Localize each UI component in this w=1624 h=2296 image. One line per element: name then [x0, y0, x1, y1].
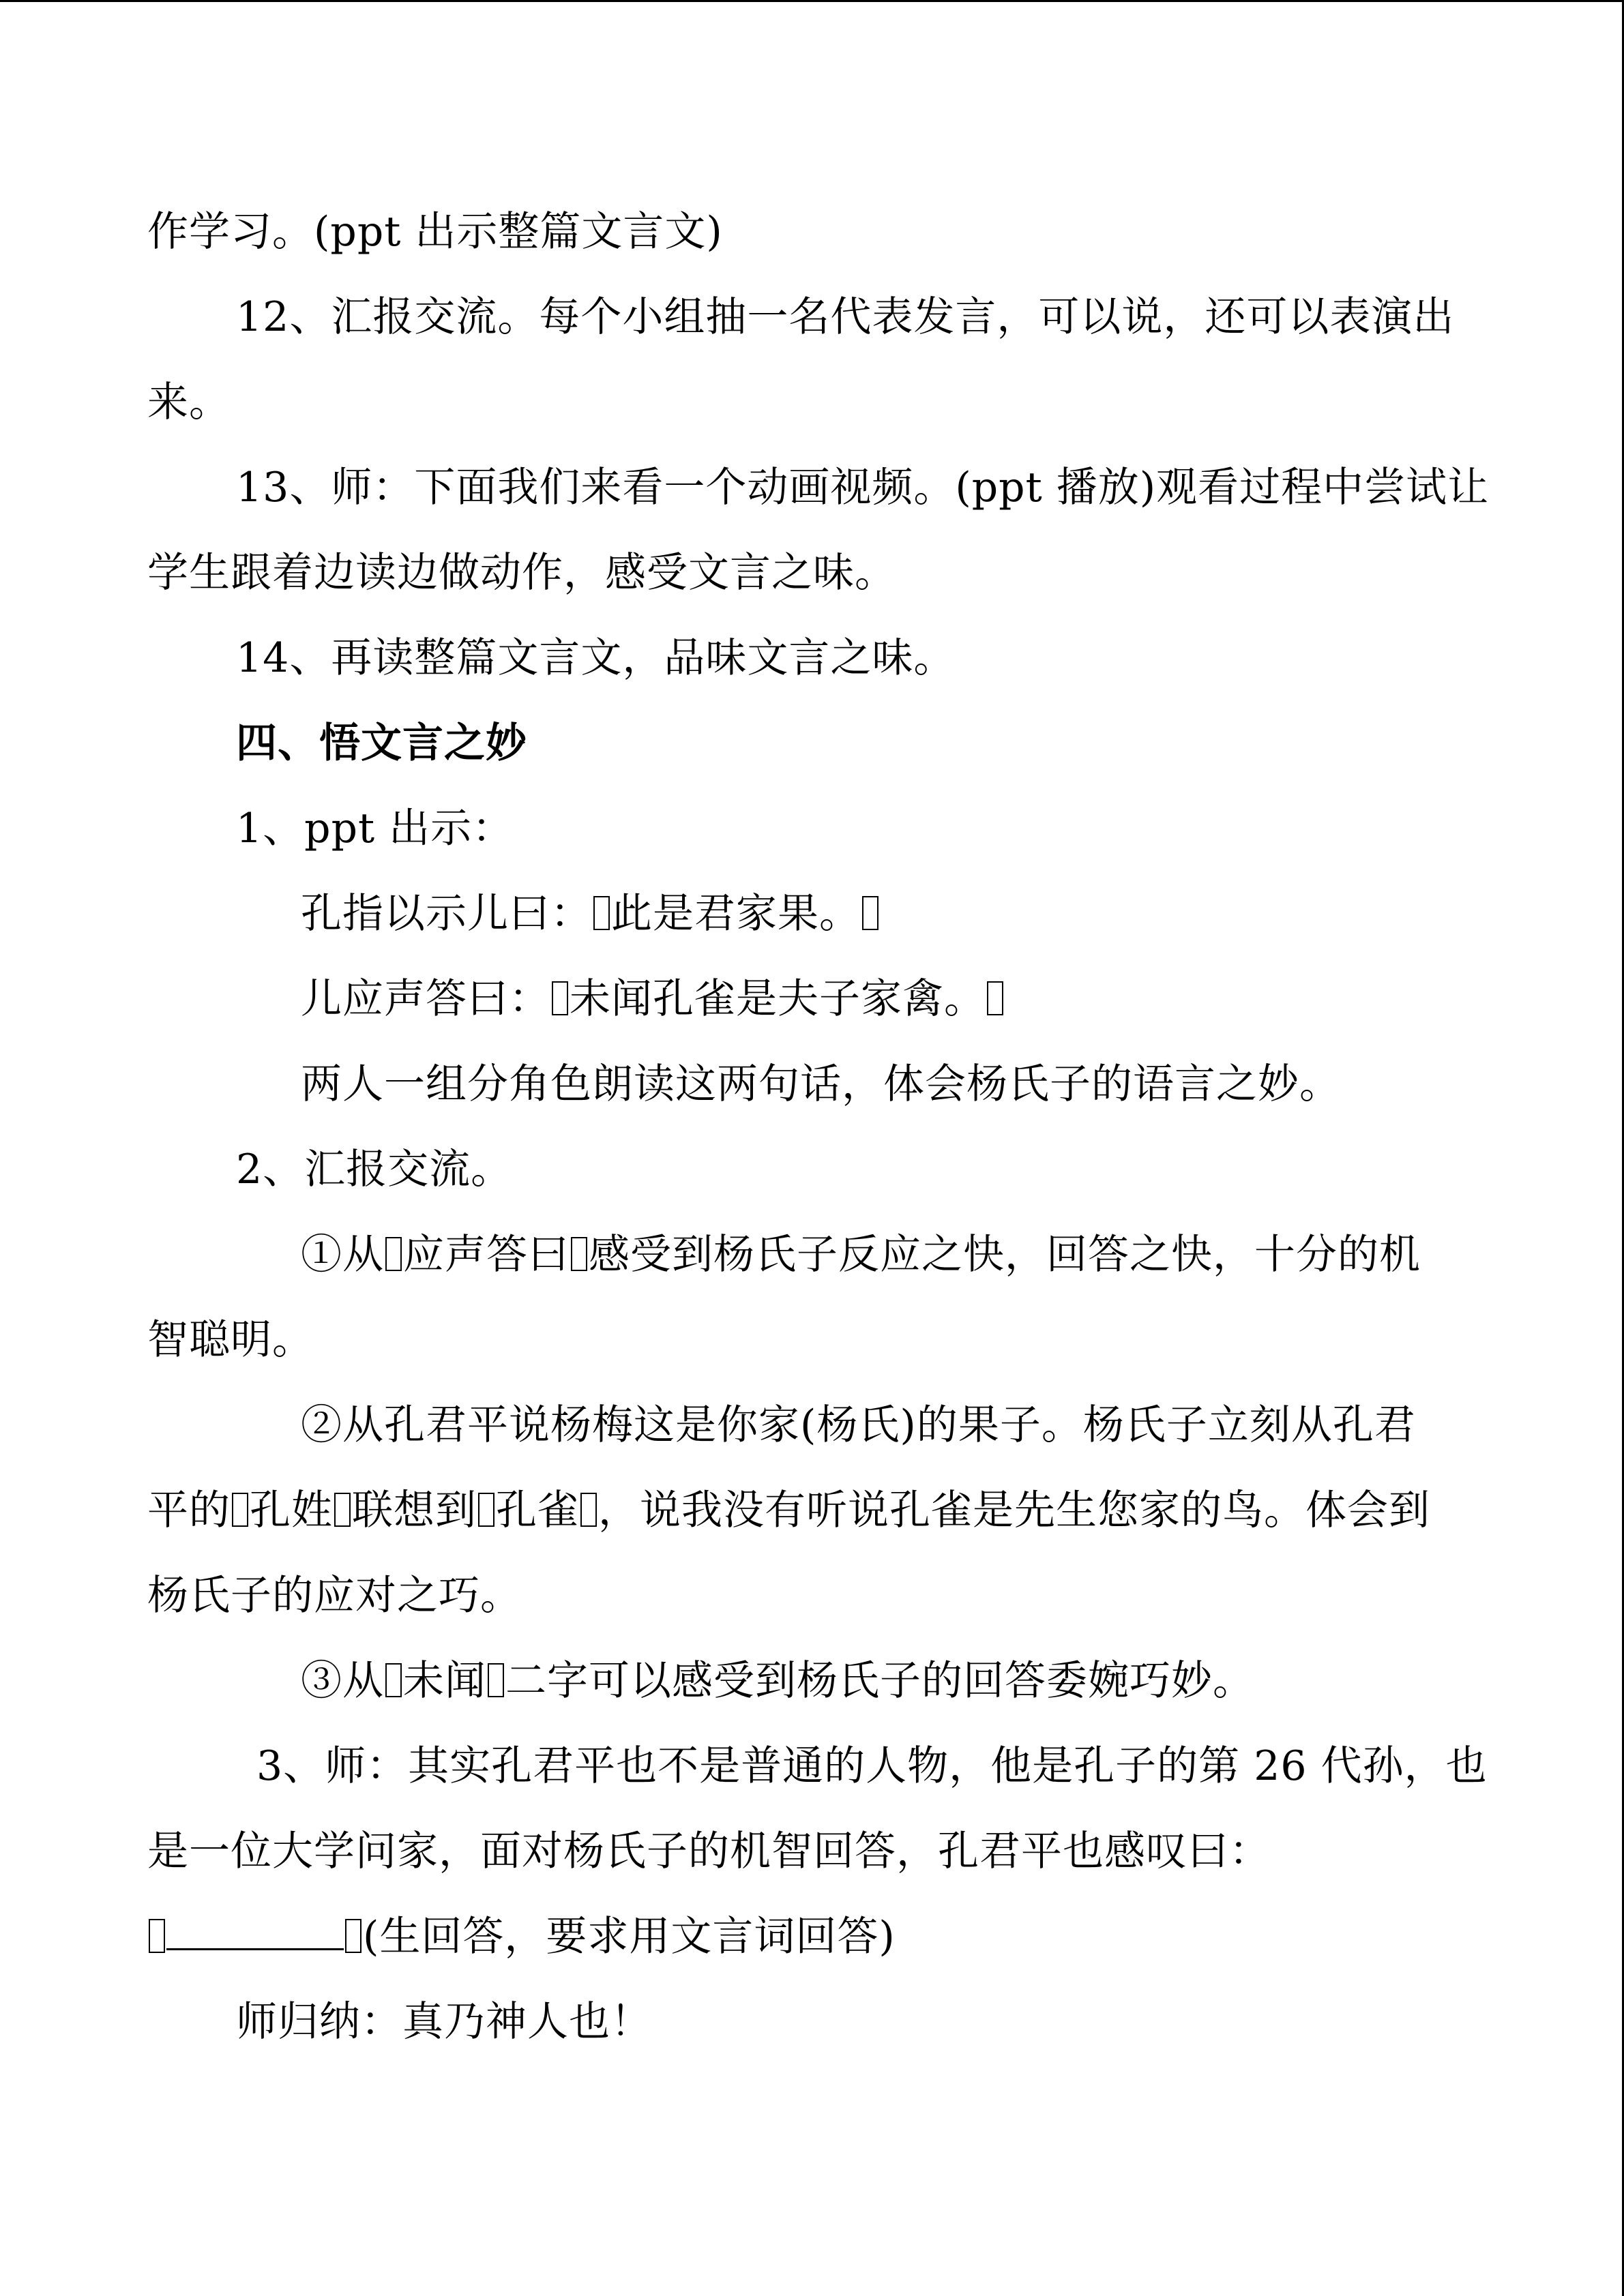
missing-glyph-icon: [334, 1493, 351, 1527]
text: 儿应声答曰：: [301, 975, 550, 1023]
paragraph-line: [147, 375, 231, 430]
text: ②从孔君平说杨梅这是你家(杨氏)的果子。杨氏子立刻从孔君: [301, 1401, 1416, 1449]
paragraph-line: [301, 1057, 1341, 1112]
quote-line: [301, 886, 880, 941]
text: ①从: [301, 1231, 384, 1279]
text: 孔雀: [496, 1487, 579, 1534]
missing-glyph-icon: [862, 896, 879, 930]
text: 13、师：下面我们来看一个动画视频。(ppt 播放)观看过程中尝试让: [236, 464, 1490, 511]
text: 2、汇报交流。: [236, 1146, 513, 1193]
paragraph-line: [236, 460, 1489, 515]
missing-glyph-icon: [232, 1493, 248, 1527]
missing-glyph-icon: [478, 1493, 494, 1527]
missing-glyph-icon: [488, 1663, 504, 1697]
text: 作学习。(ppt 出示整篇文言文): [147, 208, 723, 256]
text: 杨氏子的应对之巧。: [147, 1572, 522, 1620]
paragraph-line: [256, 1739, 1488, 1793]
text: ，说我没有听说孔雀是先生您家的鸟。体会到: [598, 1487, 1430, 1534]
missing-glyph-icon: [385, 1663, 402, 1697]
text: 两人一组分角色朗读这两句话，体会杨氏子的语言之妙。: [301, 1060, 1341, 1108]
paragraph-line: [301, 1654, 1254, 1708]
text: 未闻孔雀是夫子家禽。: [570, 975, 986, 1023]
paragraph-line: [147, 1483, 1430, 1538]
paragraph-line: [301, 1227, 1421, 1282]
text: 未闻: [403, 1657, 486, 1705]
text: 学生跟着边读边做动作，感受文言之味。: [147, 549, 896, 597]
heading-text: 四、悟文言之妙: [236, 719, 527, 767]
answer-blank[interactable]: [166, 1910, 344, 1950]
paragraph-line: [147, 205, 723, 259]
paragraph-line: [147, 1824, 1271, 1879]
paragraph-line: [236, 1995, 652, 2049]
text: 师归纳：真乃神人也！: [236, 1998, 652, 2046]
missing-glyph-icon: [987, 981, 1003, 1015]
text: 此是君家果。: [611, 890, 861, 938]
missing-glyph-icon: [571, 1237, 587, 1271]
text: ③从: [301, 1657, 384, 1705]
missing-glyph-icon: [593, 896, 610, 930]
quote-line: [301, 972, 1005, 1026]
text: 3、师：其实孔君平也不是普通的人物，他是孔子的第 26 代孙，也: [256, 1742, 1488, 1790]
text: 1、ppt 出示：: [236, 805, 514, 852]
missing-glyph-icon: [580, 1493, 597, 1527]
missing-glyph-icon: [385, 1237, 402, 1271]
text: 是一位大学问家，面对杨氏子的机智回答，孔君平也感叹曰：: [147, 1828, 1271, 1875]
text: 应声答曰: [403, 1231, 570, 1279]
text: 联想到: [352, 1487, 477, 1534]
text: 二字可以感受到杨氏子的回答委婉巧妙。: [505, 1657, 1254, 1705]
text: 平的: [147, 1487, 231, 1534]
paragraph-line: [147, 1568, 522, 1623]
answer-line: [147, 1909, 896, 1964]
missing-glyph-icon: [149, 1919, 165, 1953]
text: 智聪明。: [147, 1316, 314, 1364]
paragraph-line: [236, 1142, 512, 1197]
text: 12、汇报交流。每个小组抽一名代表发言，可以说，还可以表演出: [236, 293, 1455, 341]
paragraph-line: [147, 546, 896, 600]
missing-glyph-icon: [552, 981, 568, 1015]
missing-glyph-icon: [345, 1919, 361, 1953]
paragraph-line: [147, 1313, 314, 1367]
paragraph-line: [236, 631, 955, 685]
paragraph-line: [236, 801, 514, 856]
text: 来。: [147, 378, 231, 426]
text: 感受到杨氏子反应之快，回答之快，十分的机: [589, 1231, 1421, 1279]
text: 孔指以示儿曰：: [301, 890, 592, 938]
section-heading: [236, 716, 527, 771]
paragraph-line: [236, 290, 1454, 344]
paragraph-line: [301, 1398, 1416, 1452]
page-border-top: [0, 0, 1624, 2]
text: 14、再读整篇文言文，品味文言之味。: [236, 634, 956, 682]
text: 孔姓: [250, 1487, 333, 1534]
text: (生回答，要求用文言词回答): [363, 1913, 896, 1960]
